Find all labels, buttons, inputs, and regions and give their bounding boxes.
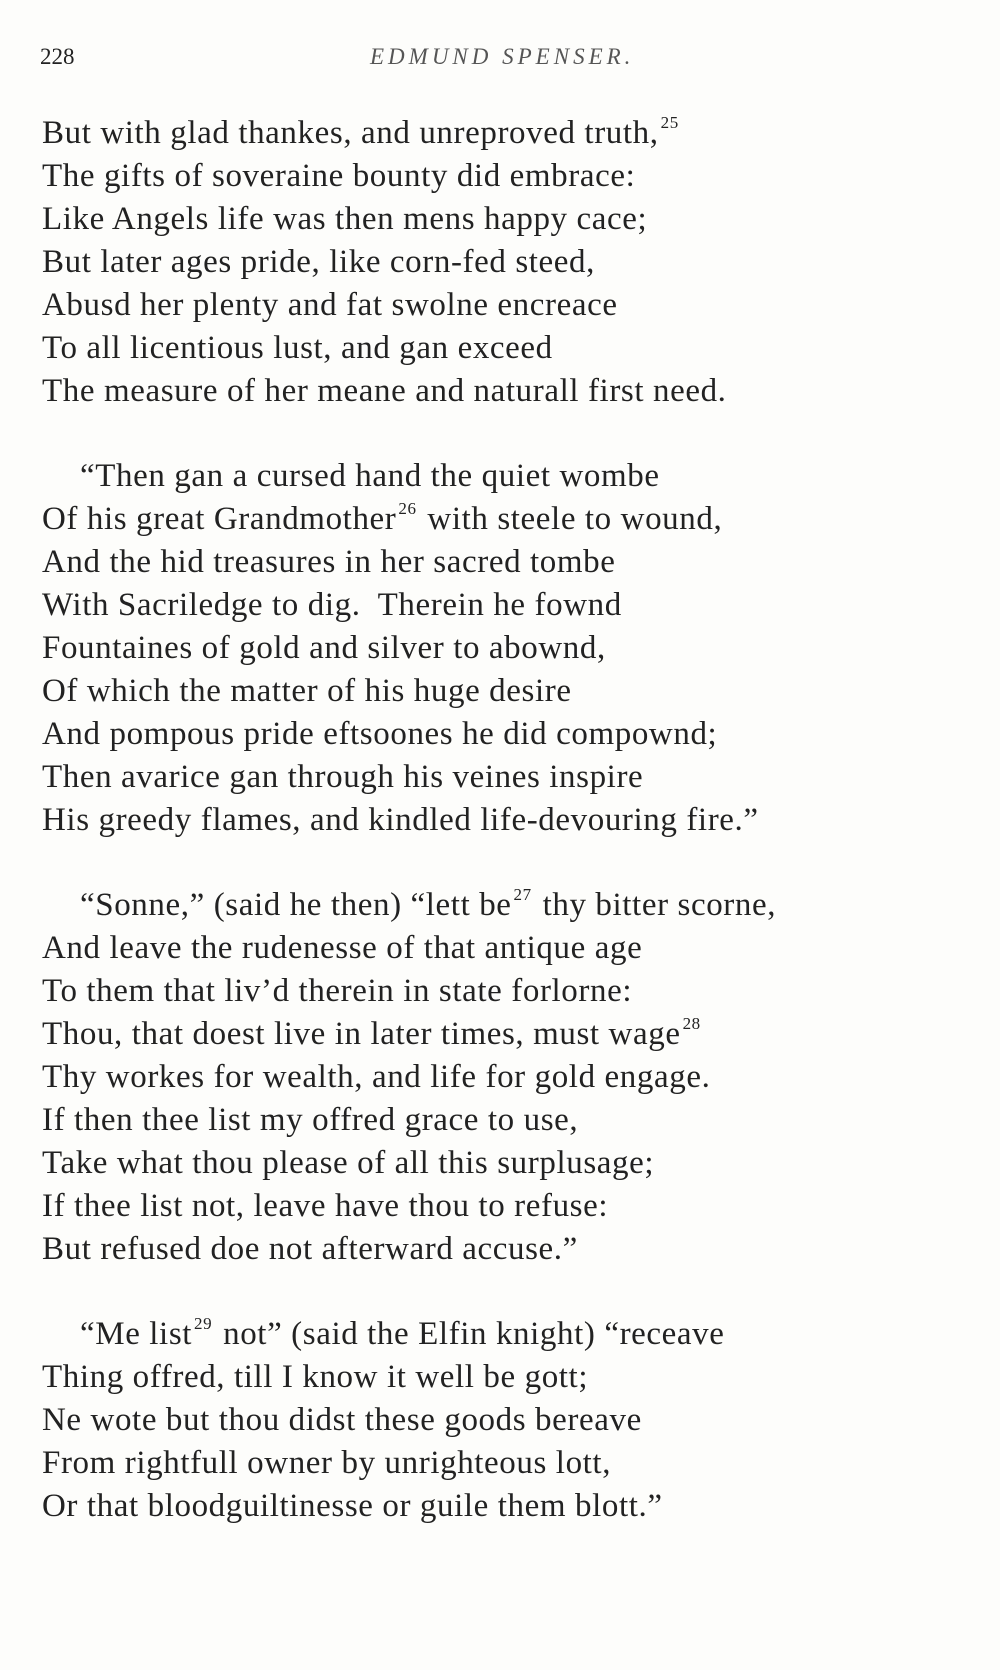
poem-line: “Sonne,” (said he then) “lett be $^{27}$ thy bitter scorne, bbox=[80, 885, 777, 923]
page-number: 228 bbox=[40, 44, 75, 69]
footnote-marker: 26 bbox=[398, 499, 417, 518]
footnote-marker: 25 bbox=[660, 113, 679, 132]
running-title: EDMUND SPENSER. bbox=[370, 44, 635, 69]
poem-line: With Sacriledge to dig. Therein he fownd bbox=[42, 587, 622, 623]
poem-line: The measure of her meane and naturall first need. bbox=[42, 373, 727, 409]
poem-line: If thee list not, leave have thou to refuse: bbox=[42, 1188, 609, 1224]
poem-line: If then thee list my offred grace to use, bbox=[42, 1102, 579, 1138]
poem-line: Thy workes for wealth, and life for gold engage. bbox=[42, 1059, 711, 1095]
poem-line: The gifts of soveraine bounty did embrace: bbox=[42, 158, 636, 194]
poem-line: From rightfull owner by unrighteous lott, bbox=[42, 1445, 612, 1481]
poem-line: His greedy flames, and kindled life-devouring fire.” bbox=[42, 802, 759, 838]
poem-line: “Me list $^{29}$ not” (said the Elfin knight) “receave bbox=[80, 1314, 725, 1352]
footnote-marker: 28 bbox=[682, 1014, 701, 1033]
poem-line: But refused doe not afterward accuse.” bbox=[42, 1231, 578, 1267]
poem-line: And pompous pride eftsoones he did compownd; bbox=[42, 716, 718, 752]
poem-line: Or that bloodguiltinesse or guile them blott.” bbox=[42, 1488, 663, 1524]
poem-line: Abusd her plenty and fat swolne encreace bbox=[42, 287, 618, 323]
poem-line: To all licentious lust, and gan exceed bbox=[42, 330, 553, 366]
poem-line: Then avarice gan through his veines inspire bbox=[42, 759, 644, 795]
poem-line: To them that liv’d therein in state forlorne: bbox=[42, 973, 633, 1009]
poem-line: Thing offred, till I know it well be gott; bbox=[42, 1359, 589, 1395]
poem-line: Fountaines of gold and silver to abownd, bbox=[42, 630, 606, 666]
poem-line: Like Angels life was then mens happy cace; bbox=[42, 201, 648, 237]
poem-line: Of his great Grandmother $^{26}$ with steele to wound, bbox=[42, 499, 723, 537]
poem-line: And the hid treasures in her sacred tombe bbox=[42, 544, 616, 580]
poem-line: And leave the rudenesse of that antique age bbox=[42, 930, 643, 966]
poem-line: Thou, that doest live in later times, must wage $^{28}$ bbox=[42, 1014, 701, 1052]
poem-line: “Then gan a cursed hand the quiet wombe bbox=[80, 458, 660, 494]
poem-line: But later ages pride, like corn-fed steed, bbox=[42, 244, 595, 280]
poem-line: Ne wote but thou didst these goods bereave bbox=[42, 1402, 642, 1438]
footnote-marker: 27 bbox=[513, 885, 532, 904]
poem-line: But with glad thankes, and unreproved truth, $^{25}$ bbox=[42, 113, 679, 151]
poem-line: Take what thou please of all this surplusage; bbox=[42, 1145, 655, 1181]
page-header bbox=[40, 44, 940, 84]
footnote-marker: 29 bbox=[194, 1314, 213, 1333]
poem-line: Of which the matter of his huge desire bbox=[42, 673, 572, 709]
